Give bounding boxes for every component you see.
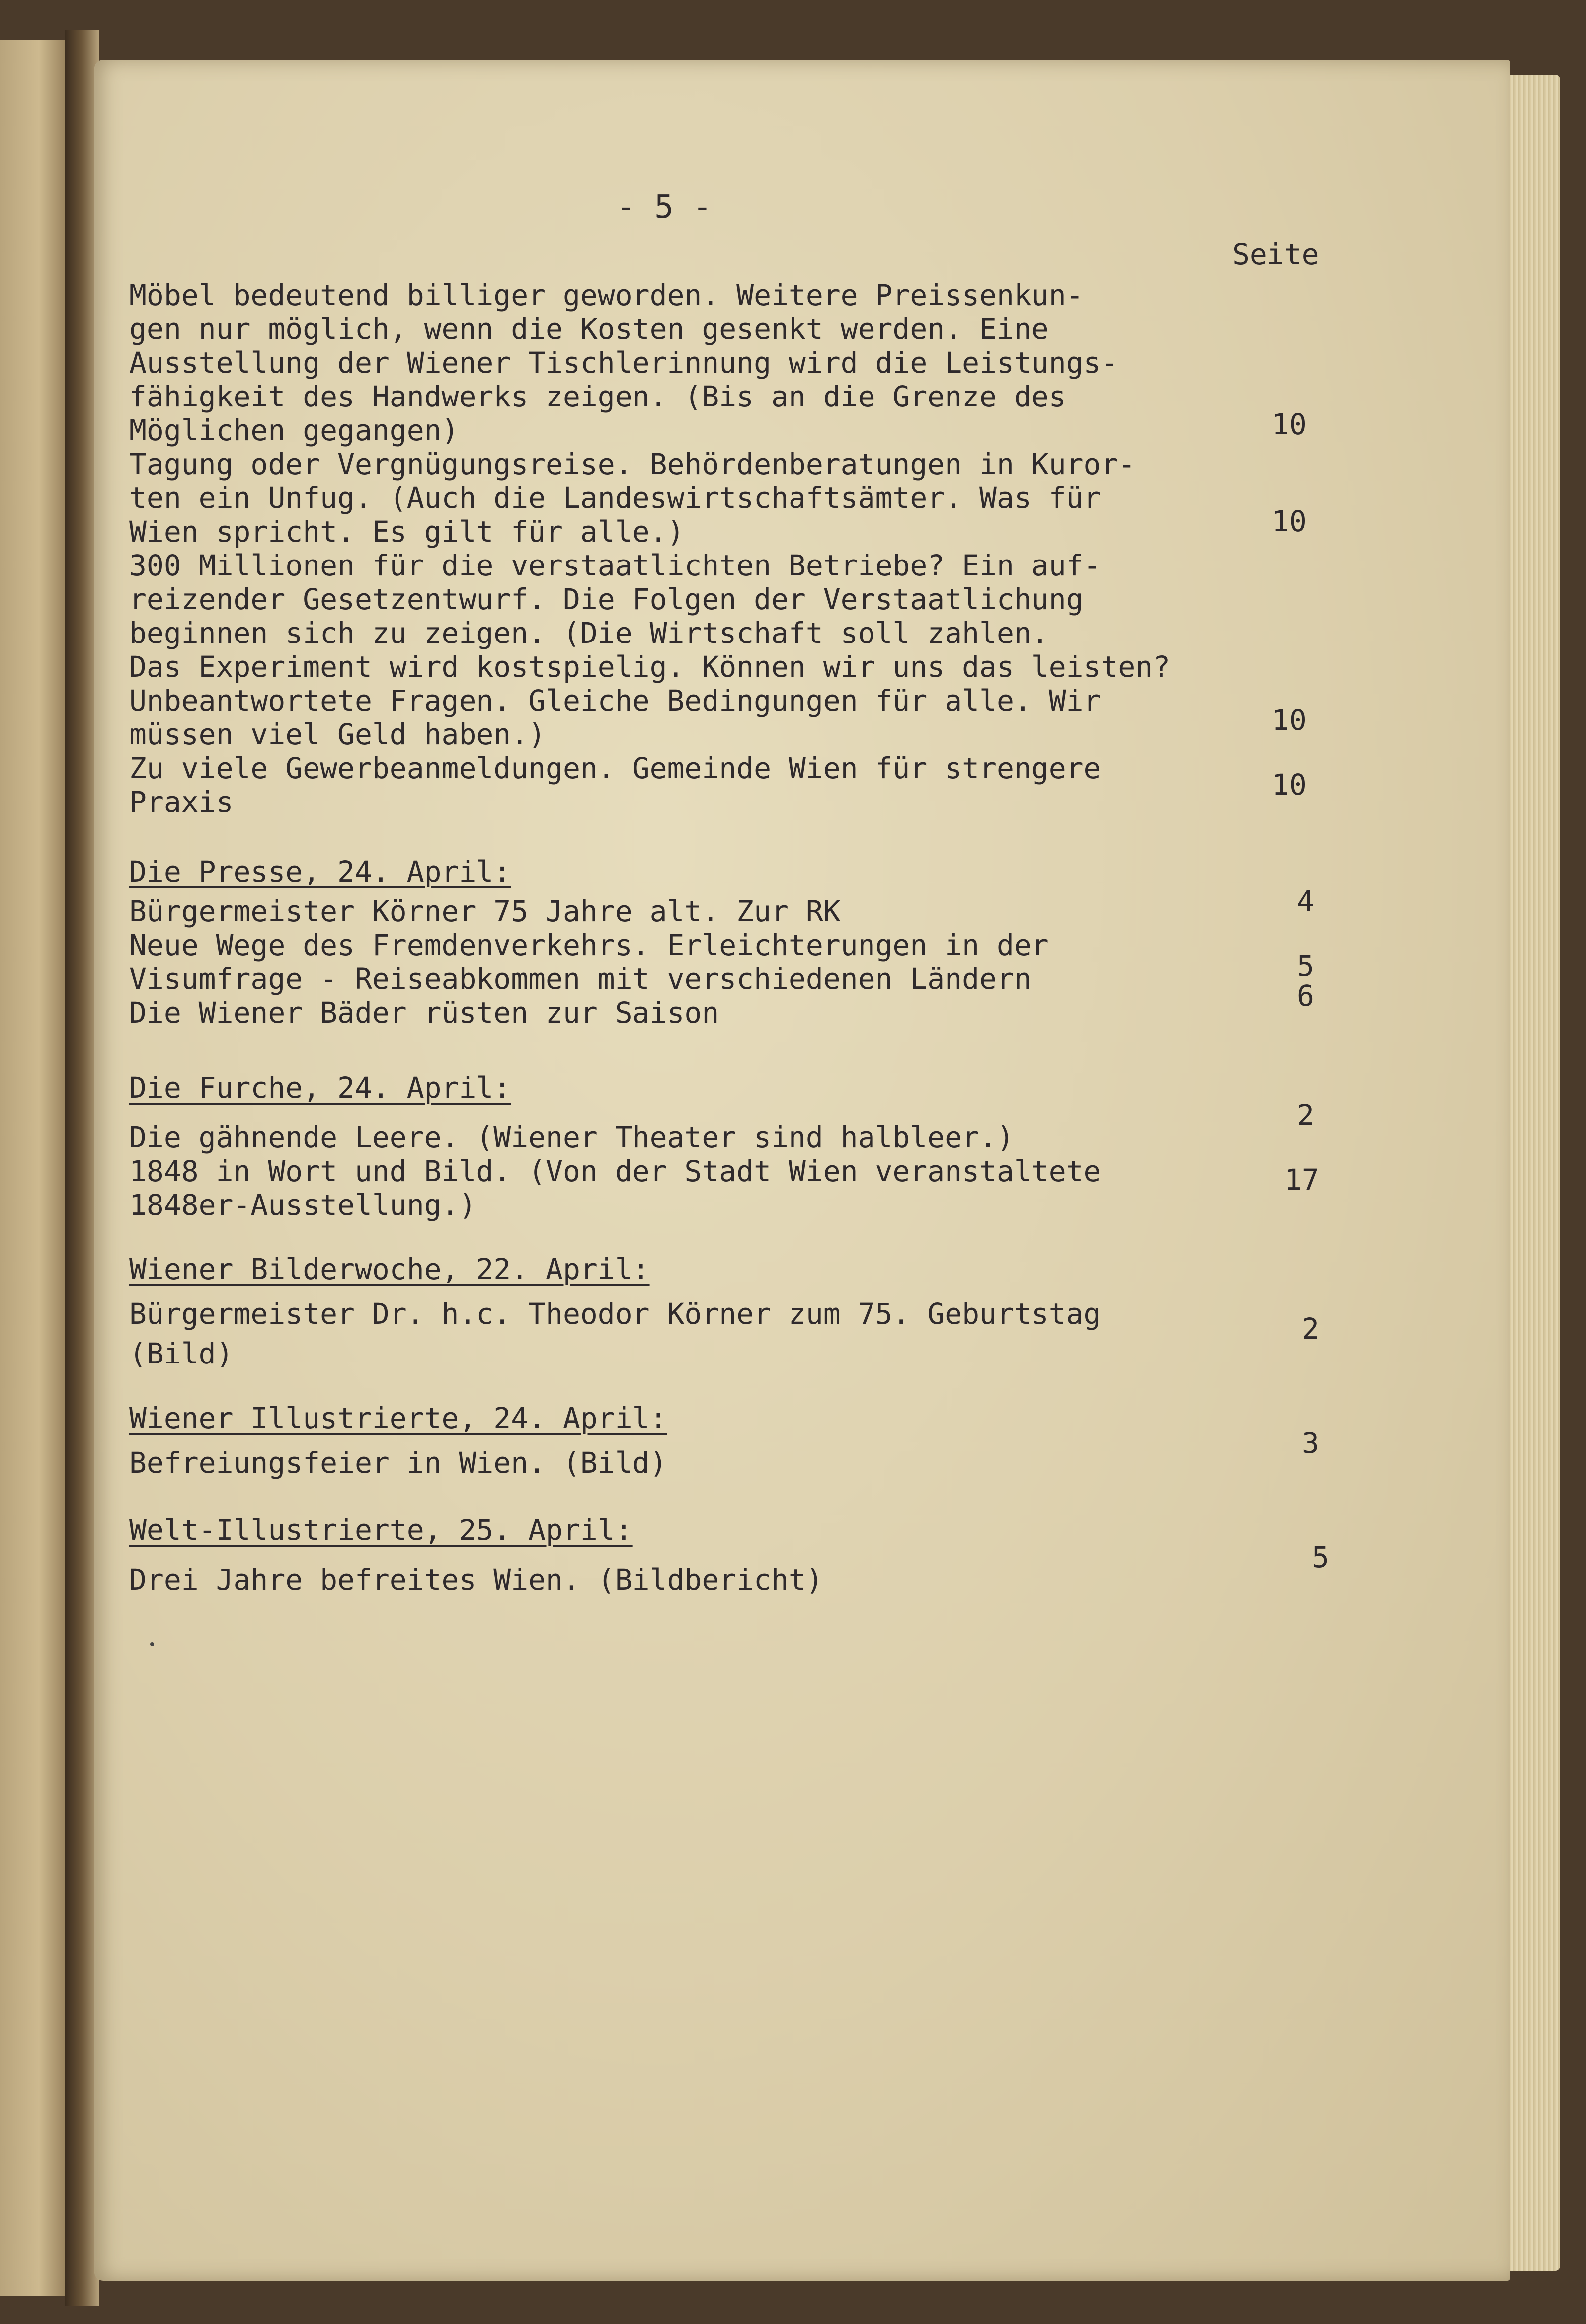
entry-line: Visumfrage - Reiseabkommen mit verschiedenen Ländern [129,962,1031,996]
intro-line: müssen viel Geld haben.) [129,718,546,751]
entry-line: Drei Jahre befreites Wien. (Bildbericht) [129,1563,823,1597]
page-ref: 17 [1284,1163,1319,1197]
left-page-edge [0,40,65,2296]
section-heading: Die Furche, 24. April: [129,1071,511,1105]
page-number: - 5 - [616,189,712,226]
entry-line: Die Wiener Bäder rüsten zur Saison [129,996,719,1030]
intro-line: Wien spricht. Es gilt für alle.) [129,515,685,549]
page-stack-edges [1510,75,1560,2271]
intro-line: reizender Gesetzentwurf. Die Folgen der Verstaatlichung [129,582,1084,616]
intro-line: Zu viele Gewerbeanmeldungen. Gemeinde Wien für strengere [129,751,1101,785]
section-heading: Wiener Illustrierte, 24. April: [129,1401,667,1435]
section-heading: Wiener Bilderwoche, 22. April: [129,1252,650,1286]
intro-line: Praxis [129,785,234,819]
entry-line: Bürgermeister Dr. h.c. Theodor Körner zum 75. Geburtstag [129,1297,1101,1331]
entry-line: 1848er-Ausstellung.) [129,1188,476,1222]
page-ref: 10 [1272,768,1307,801]
page-ref: 10 [1272,407,1307,441]
page-ref: 2 [1297,1098,1314,1132]
page-ref: 10 [1272,703,1307,737]
page-ref: 4 [1297,884,1314,918]
intro-line: Möglichen gegangen) [129,413,459,447]
intro-line: fähigkeit des Handwerks zeigen. (Bis an die Grenze des [129,380,1066,413]
page-ref: 3 [1302,1426,1319,1460]
intro-line: Das Experiment wird kostspielig. Können wir uns das leisten? [129,650,1171,684]
page-ref: 5 [1297,949,1314,983]
page-ref: 5 [1312,1540,1329,1574]
intro-line: Unbeantwortete Fragen. Gleiche Bedingungen für alle. Wir [129,684,1101,718]
intro-line: beginnen sich zu zeigen. (Die Wirtschaft soll zahlen. [129,616,1049,650]
intro-line: Ausstellung der Wiener Tischlerinnung wird die Leistungs- [129,346,1118,380]
intro-line: Tagung oder Vergnügungsreise. Behördenberatungen in Kuror- [129,447,1136,481]
page-ref: 6 [1297,979,1314,1013]
intro-line: 300 Millionen für die verstaatlichten Betriebe? Ein auf- [129,549,1101,582]
section-heading: Welt-Illustrierte, 25. April: [129,1513,633,1547]
ink-speck [150,1642,154,1646]
page-ref: 2 [1302,1312,1319,1346]
entry-line: Befreiungsfeier in Wien. (Bild) [129,1446,667,1480]
column-header-seite: Seite [1232,238,1319,271]
entry-line: 1848 in Wort und Bild. (Von der Stadt Wien veranstaltete [129,1154,1101,1188]
page-ref: 10 [1272,504,1307,538]
entry-line: Neue Wege des Fremdenverkehrs. Erleichterungen in der [129,928,1049,962]
section-heading: Die Presse, 24. April: [129,855,511,888]
intro-line: Möbel bedeutend billiger geworden. Weitere Preissenkun- [129,278,1084,312]
entry-line: Die gähnende Leere. (Wiener Theater sind halbleer.) [129,1121,1014,1154]
intro-line: ten ein Unfug. (Auch die Landeswirtschaftsämter. Was für [129,481,1101,515]
intro-line: gen nur möglich, wenn die Kosten gesenkt werden. Eine [129,312,1049,346]
entry-line: Bürgermeister Körner 75 Jahre alt. Zur RK [129,894,841,928]
entry-line: (Bild) [129,1337,234,1370]
